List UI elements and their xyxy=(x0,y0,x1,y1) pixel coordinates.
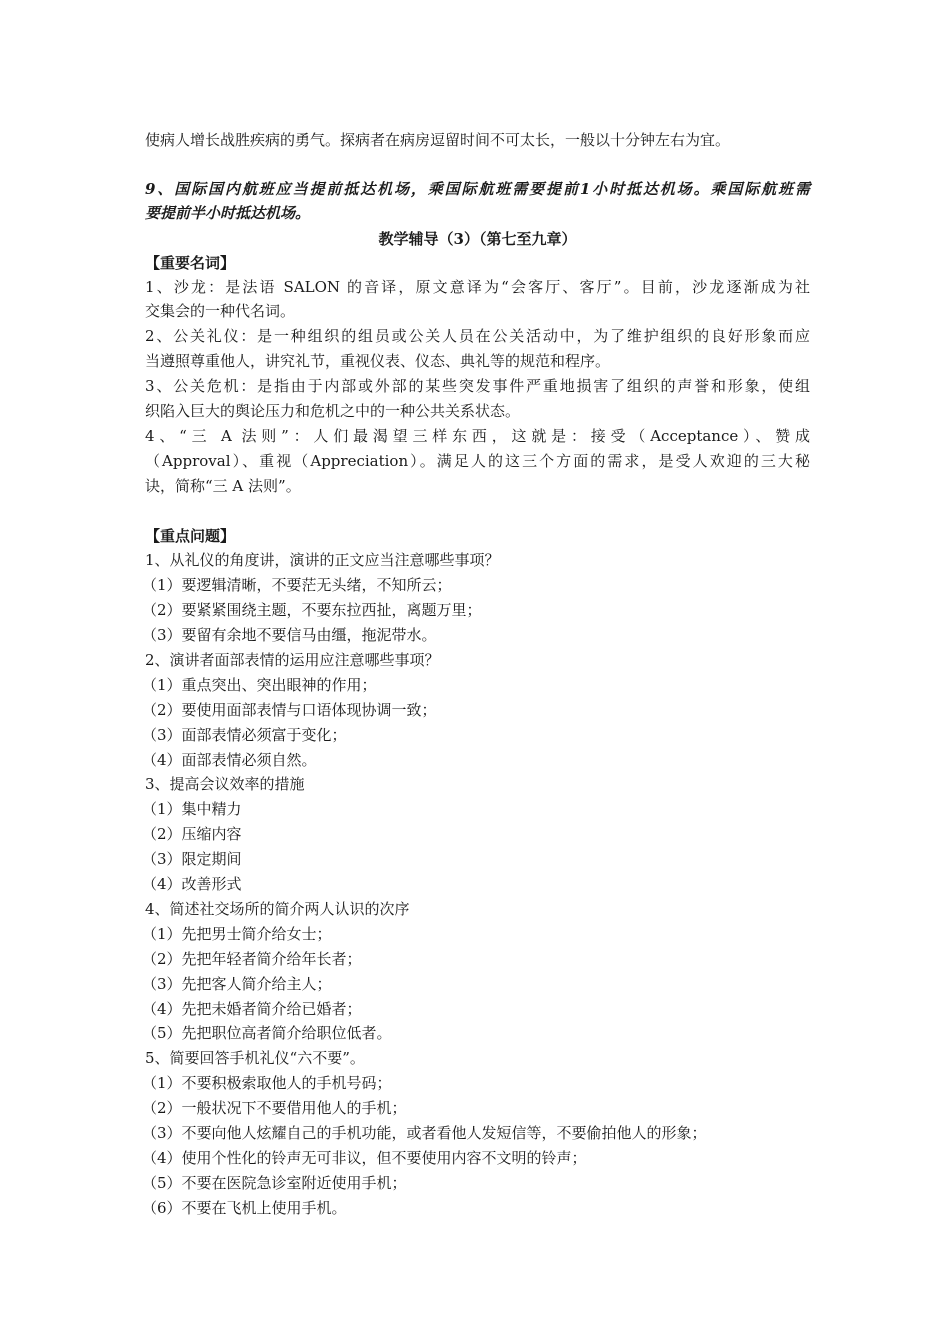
answer-line: （5）先把职位高者简介给职位低者。 xyxy=(142,1024,392,1042)
question-line: 3、提高会议效率的措施 xyxy=(145,775,305,793)
answer-line: （4）面部表情必须自然。 xyxy=(142,751,317,769)
answer-line: （1）不要积极索取他人的手机号码； xyxy=(142,1074,392,1092)
answer-line: （3）要留有余地不要信马由缰，拖泥带水。 xyxy=(142,626,437,644)
term-line: 2、公关礼仪：是一种组织的组员或公关人员在公关活动中，为了维护组织的良好形象而应 xyxy=(145,327,810,345)
answer-line: （1）先把男士简介给女士； xyxy=(142,925,332,943)
question-line: 2、演讲者面部表情的运用应注意哪些事项？ xyxy=(145,651,440,669)
answer-line: （2）压缩内容 xyxy=(142,825,242,843)
item-9-line-1: 9、国际国内航班应当提前抵达机场，乘国际航班需要提前1小时抵达机场。乘国际航班需 xyxy=(145,180,810,198)
answer-line: （2）要紧紧围绕主题，不要东拉西扯，离题万里； xyxy=(142,601,482,619)
questions-heading: 【重点问题】 xyxy=(145,527,236,545)
question-line: 1、从礼仪的角度讲，演讲的正文应当注意哪些事项？ xyxy=(145,551,500,569)
answer-line: （1）重点突出、突出眼神的作用； xyxy=(142,676,377,694)
answer-line: （4）先把未婚者简介给已婚者； xyxy=(142,1000,362,1018)
term-line: （Approval）、重视（Appreciation）。满足人的这三个方面的需求，是受人欢迎的三大秘 xyxy=(145,452,810,470)
item-9-line-2: 要提前半小时抵达机场。 xyxy=(145,204,311,222)
answer-line: （3）先把客人简介给主人； xyxy=(142,975,332,993)
term-line: 3、公关危机：是指由于内部或外部的某些突发事件严重地损害了组织的声誉和形象，使组 xyxy=(145,377,810,395)
term-line: 4、“三 A 法则”：人们最渴望三样东西，这就是：接受（Acceptance）、赞成 xyxy=(145,427,810,445)
answer-line: （4）改善形式 xyxy=(142,875,242,893)
answer-line: （3）面部表情必须富于变化； xyxy=(142,726,347,744)
answer-line: （2）要使用面部表情与口语体现协调一致； xyxy=(142,701,437,719)
question-line: 4、简述社交场所的简介两人认识的次序 xyxy=(145,900,410,918)
answer-line: （2）一般状况下不要借用他人的手机； xyxy=(142,1099,407,1117)
answer-line: （4）使用个性化的铃声无可非议，但不要使用内容不文明的铃声； xyxy=(142,1149,587,1167)
answer-line: （5）不要在医院急诊室附近使用手机； xyxy=(142,1174,407,1192)
answer-line: （1）要逻辑清晰，不要茫无头绪，不知所云； xyxy=(142,576,452,594)
term-line: 交集会的一种代名词。 xyxy=(145,302,296,320)
term-line: 当遵照尊重他人，讲究礼节，重视仪表、仪态、典礼等的规范和程序。 xyxy=(145,352,611,370)
terms-heading: 【重要名词】 xyxy=(145,254,236,272)
chapter-title: 教学辅导（3）（第七至九章） xyxy=(378,230,577,248)
answer-line: （3）不要向他人炫耀自己的手机功能，或者看他人发短信等，不要偷拍他人的形象； xyxy=(142,1124,707,1142)
term-line: 诀，简称“三 A 法则”。 xyxy=(145,477,301,495)
question-line: 5、简要回答手机礼仪“六不要”。 xyxy=(145,1049,365,1067)
term-line: 织陷入巨大的舆论压力和危机之中的一种公共关系状态。 xyxy=(145,402,521,420)
intro-line: 使病人增长战胜疾病的勇气。探病者在病房逗留时间不可太长，一般以十分钟左右为宜。 xyxy=(145,131,731,149)
answer-line: （2）先把年轻者简介给年长者； xyxy=(142,950,362,968)
answer-line: （1）集中精力 xyxy=(142,800,242,818)
answer-line: （6）不要在飞机上使用手机。 xyxy=(142,1199,347,1217)
term-line: 1、沙龙：是法语 SALON 的音译，原文意译为“会客厅、客厅”。目前，沙龙逐渐成为社 xyxy=(145,278,810,296)
answer-line: （3）限定期间 xyxy=(142,850,242,868)
